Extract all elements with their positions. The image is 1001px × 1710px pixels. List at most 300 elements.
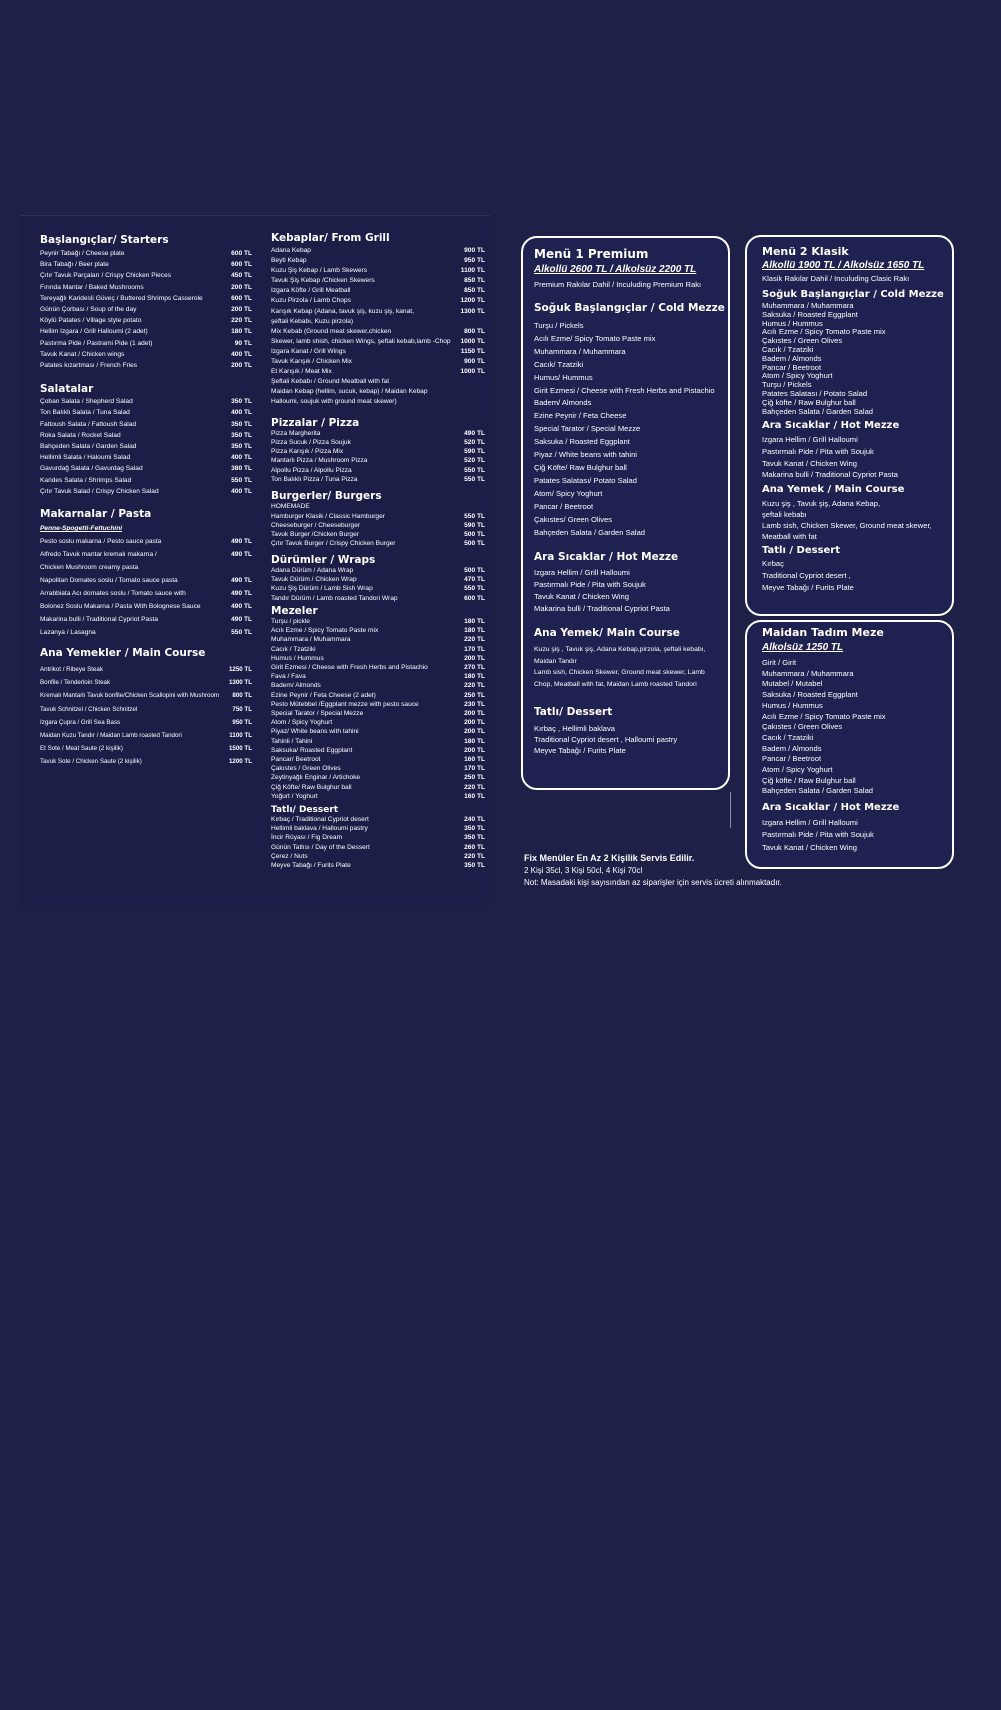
- menu-item: [40, 613, 252, 626]
- item-price: 750 TL: [232, 705, 252, 713]
- section-title-kebab: Kebaplar/ From Grill: [271, 232, 390, 244]
- separator-line: [730, 792, 731, 828]
- item-price: 230 TL: [464, 700, 485, 708]
- item-price: 470 TL: [464, 576, 485, 584]
- list-item: Turşu / Pickels: [534, 321, 584, 330]
- item-price: 550 TL: [464, 466, 485, 474]
- menu-item: [40, 729, 252, 742]
- menu-item: [40, 587, 252, 600]
- menu-item: [40, 407, 252, 418]
- item-name: Hellimli Salata / Haloumi Salad: [40, 454, 131, 462]
- menu1-main-list: [534, 644, 728, 690]
- menu-item: [271, 327, 485, 337]
- item-name: Kremalı Mantarlı Tavuk bonfile/Chicken Scallopini with Mushroom: [40, 692, 220, 700]
- item-price: 590 TL: [464, 521, 485, 529]
- item-price: 490 TL: [231, 538, 252, 546]
- item-price: 350 TL: [231, 431, 252, 439]
- item-name: Makarina bulli / Traditional Cypriot Pasta: [40, 616, 159, 624]
- list-item: Izgara Hellim / Grill Halloumi: [762, 435, 858, 445]
- list-item: Traditional Cypriot desert ,: [762, 570, 851, 580]
- item-name: Karides Salata / Shrimps Salad: [40, 476, 132, 484]
- menu2-hot-list: [762, 434, 952, 480]
- item-name: Tavuk Dürüm / Chicken Wrap: [271, 576, 357, 584]
- item-price: 200 TL: [231, 362, 252, 370]
- menu-item: [40, 396, 252, 407]
- item-name: Alpollu Pizza / Alpollu Pizza: [271, 466, 352, 474]
- list-item: Lamb sish, Chicken Skewer, Ground meat skewer,: [762, 520, 932, 530]
- item-name: Halloumi, soujuk with ground meat skewer): [271, 398, 397, 406]
- item-name: Tandır Dürüm / Lamb roasted Tandori Wrap: [271, 594, 398, 602]
- list-item: Kırbaç , Hellimli baklava: [534, 724, 616, 734]
- item-name: Lazanya / Lasagna: [40, 629, 96, 637]
- list-item: Atom / Spicy Yoghurt: [762, 371, 833, 381]
- menu-item: [40, 755, 252, 768]
- section-title-mezze: Mezeler: [271, 604, 318, 617]
- item-price: 1200 TL: [460, 297, 485, 305]
- item-price: 1150 TL: [460, 347, 485, 355]
- item-name: Atom / Spicy Yoghurt: [271, 719, 333, 727]
- item-name: Tavuk Schnitzel / Chicken Schnitzel: [40, 705, 138, 713]
- item-price: 220 TL: [231, 317, 252, 325]
- menu-item: [271, 852, 485, 861]
- item-name: Meyve Tabağı / Furits Plate: [271, 862, 351, 870]
- menu-item: [271, 286, 485, 296]
- item-price: 220 TL: [464, 852, 485, 860]
- maidan-title: Maidan Tadım Meze: [762, 626, 884, 639]
- item-name: Fattoush Salata / Fattoush Salad: [40, 420, 137, 428]
- item-name: Adana Kebap: [271, 247, 311, 254]
- list-item: Atom/ Spicy Yoghurt: [534, 488, 603, 498]
- item-price: 270 TL: [464, 663, 485, 671]
- item-name: Şeftali Kebabı / Ground Meatball with fat: [271, 378, 390, 386]
- item-name: Napolitan Domates soslu / Tomato sauce pasta: [40, 577, 178, 585]
- section-title-main-course: Ana Yemekler / Main Course: [40, 647, 206, 660]
- menu-item: [271, 466, 485, 475]
- menu-item: [271, 833, 485, 842]
- item-price: 1100 TL: [460, 267, 485, 275]
- item-price: 600 TL: [231, 250, 252, 257]
- list-item: Lamb sish, Chicken Skewer, Ground meat skewer, Lamb: [534, 669, 705, 677]
- item-name: Tavuk Sote / Chicken Saute (2 kişilik): [40, 758, 142, 766]
- menu-item: [271, 266, 485, 276]
- menu-item: [271, 737, 485, 746]
- item-name: Hellim Izgara / Grill Halloumi (2 adet): [40, 328, 148, 336]
- item-name: Maidan Kebap (hellim, sucuk, kebap) / Maidan Kebap: [271, 388, 428, 396]
- item-price: 250 TL: [464, 774, 485, 782]
- item-price: 550 TL: [231, 629, 252, 637]
- list-item: Makarina bulli / Traditional Cypriot Pasta: [762, 470, 898, 480]
- main-course-list: [40, 663, 252, 769]
- menu-item: [40, 338, 252, 349]
- footer-line-1: Fix Menüler En Az 2 Kişilik Servis Edilir.: [524, 853, 695, 863]
- item-price: 380 TL: [231, 465, 252, 473]
- list-item: Meyve Tabağı / Furits Plate: [534, 746, 626, 756]
- item-price: 160 TL: [464, 756, 485, 763]
- item-price: 1000 TL: [460, 337, 485, 345]
- list-item: Tavuk Kanat / Chicken Wing: [534, 592, 629, 602]
- item-price: 350 TL: [464, 862, 485, 870]
- item-name: Arrabbiata Acı domates soslu / Tomato sauce with: [40, 590, 186, 598]
- menu-item: [40, 360, 252, 371]
- item-name: Maidan Kuzu Tandır / Maidan Lamb roasted Tandori: [40, 732, 182, 740]
- item-price: 350 TL: [231, 420, 252, 428]
- menu2-cold-title: Soğuk Başlangıçlar / Cold Mezze: [762, 289, 944, 300]
- item-name: HOMEMADE: [271, 503, 310, 511]
- item-name: Antrikot / Ribeye Steak: [40, 666, 103, 674]
- item-name: şeftali Kebabı, Kuzu pirzola): [271, 317, 354, 325]
- item-price: 520 TL: [464, 438, 485, 446]
- menu2-title: Menü 2 Klasik: [762, 245, 849, 258]
- item-name: Günün Tatlısı / Day of the Dessert: [271, 843, 370, 851]
- menu-item: [40, 270, 252, 281]
- item-price: 490 TL: [231, 616, 252, 624]
- item-price: 200 TL: [464, 719, 485, 727]
- list-item: Muhammara / Muhammara: [534, 346, 626, 356]
- menu-item: [40, 676, 252, 689]
- list-item: Makarina bulli / Traditional Cypriot Pasta: [534, 604, 670, 614]
- item-name: Ton Balıklı Salata / Tuna Salad: [40, 409, 130, 417]
- menu1-hot-title: Ara Sıcaklar / Hot Mezze: [534, 551, 679, 564]
- menu-item: [271, 654, 485, 663]
- item-price: 200 TL: [464, 654, 485, 662]
- pasta-subtitle: Penne-Spogetti-Fettuchini: [40, 525, 123, 533]
- item-name: Et Karışık / Meat Mix: [271, 368, 332, 376]
- item-name: Gavurdağ Salata / Gavurdag Salad: [40, 465, 143, 473]
- list-item: Bahçeden Salata / Garden Salad: [762, 406, 874, 416]
- menu-item: [271, 626, 485, 635]
- menu-item: [271, 256, 485, 266]
- list-item: Pancar / Beetroot: [534, 501, 594, 511]
- list-item: şeftali kebabı: [762, 509, 807, 519]
- fix-menu-note: [524, 853, 782, 887]
- item-price: 400 TL: [231, 350, 252, 358]
- item-name: Kuzu Pirzola / Lamb Chops: [271, 297, 351, 305]
- maidan-price: Alkolsüz 1250 TL: [762, 642, 844, 653]
- menu-item: [271, 755, 485, 764]
- item-name: Ezine Peynir / Feta Cheese (2 adet): [271, 691, 376, 699]
- menu1-cold-list: [534, 320, 728, 539]
- menu-item: [271, 700, 485, 709]
- section-title-starters: Başlangıçlar/ Starters: [40, 234, 169, 246]
- item-name: Çıtır Tavuk Salad / Crispy Chicken Salad: [40, 487, 159, 495]
- kebab-list: [271, 246, 485, 408]
- item-price: 490 TL: [464, 429, 485, 437]
- menu-item: [271, 357, 485, 367]
- item-name: Çıtır Tavuk Parçaları / Crispy Chicken Pieces: [40, 272, 172, 280]
- list-item: Girit / Girit: [762, 658, 797, 667]
- item-name: Pesto soslu makarna / Pesto sauce pasta: [40, 538, 162, 546]
- menu-item: [271, 377, 485, 387]
- item-price: 400 TL: [231, 409, 252, 417]
- list-item: Bahçeden Salata / Garden Salad: [534, 527, 646, 537]
- item-price: 590 TL: [464, 448, 485, 456]
- item-price: 400 TL: [231, 487, 252, 495]
- item-price: 520 TL: [464, 457, 485, 465]
- item-price: 240 TL: [464, 816, 485, 824]
- list-item: Çakıstes/ Green Olives: [534, 514, 613, 524]
- item-price: 1200 TL: [228, 758, 252, 766]
- menu2-note: Klasik Rakılar Dahil / Inculuding Clasic Rakı: [762, 274, 910, 283]
- item-name: Çerez / Nuts: [271, 852, 308, 860]
- item-price: 550 TL: [464, 475, 485, 483]
- list-item: Pancar / Beetroot: [762, 362, 822, 372]
- list-item: Badem/ Almonds: [534, 398, 592, 408]
- item-price: 180 TL: [464, 617, 485, 625]
- section-title-salads: Salatalar: [40, 383, 94, 396]
- list-item: Kuzu şiş , Tavuk şiş, Adana Kebap,: [762, 498, 881, 508]
- item-name: Kuzu Şiş Dürüm / Lamb Sish Wrap: [271, 585, 373, 593]
- menu-item: [40, 304, 252, 315]
- starters-list: [40, 248, 252, 371]
- item-price: 220 TL: [464, 636, 485, 644]
- item-price: 850 TL: [464, 287, 485, 295]
- item-name: Hellimli baklava / Halloumi pastry: [271, 825, 368, 833]
- item-price: 1100 TL: [229, 732, 252, 740]
- menu-item: [271, 681, 485, 690]
- item-name: Zeytinyağlı Enginar / Artichoke: [271, 774, 361, 782]
- section-title-pasta: Makarnalar / Pasta: [40, 508, 152, 521]
- menu-item: [271, 296, 485, 306]
- item-price: 350 TL: [231, 443, 252, 451]
- list-item: Tavuk Kanat / Chicken Wing: [762, 842, 857, 852]
- list-item: Saksuka / Roasted Eggplant: [762, 690, 858, 700]
- list-item: Chop, Meatball with fat, Maidan Lamb roasted Tandori: [534, 680, 697, 688]
- item-price: 350 TL: [231, 398, 252, 406]
- item-name: Ton Balıklı Pizza / Tuna Pizza: [271, 475, 358, 483]
- menu1-note: Premium Rakılar Dahil / Inculuding Premium Rakı: [534, 280, 702, 289]
- menu-item: [271, 397, 485, 407]
- menu-item: [40, 600, 252, 613]
- menu1-hot-list: [534, 567, 728, 615]
- list-item: Bahçeden Salata / Garden Salad: [762, 786, 874, 796]
- menu-item: [271, 387, 485, 397]
- menu-item: [271, 512, 485, 521]
- list-item: Cacık / Tzatziki: [762, 732, 814, 742]
- salads-list: [40, 396, 252, 497]
- item-name: Pastırma Pide / Pastrami Pide (1 adet): [40, 339, 153, 347]
- menu-item: [271, 317, 485, 327]
- item-name: Adana Dürüm / Adana Wrap: [271, 566, 354, 574]
- item-price: 250 TL: [464, 691, 485, 699]
- item-name: Alfredo Tavuk mantar kremalı makarna /: [40, 551, 157, 559]
- list-item: Maidan Tandır: [534, 657, 577, 665]
- menu-item: [271, 792, 485, 801]
- menu-item: [271, 764, 485, 773]
- list-item: Special Tarator / Special Mezze: [534, 424, 641, 434]
- list-item: Muhammara / Muhammara: [762, 301, 854, 310]
- menu2-dessert-title: Tatlı / Dessert: [762, 544, 841, 556]
- menu-item: [40, 419, 252, 430]
- item-price: 90 TL: [234, 339, 252, 347]
- list-item: Izgara Hellim / Grill Halloumi: [762, 818, 858, 828]
- item-price: 500 TL: [464, 566, 485, 574]
- list-item: Patates Salatası / Potato Salad: [762, 388, 868, 398]
- item-price: 180 TL: [464, 737, 485, 745]
- item-name: Humus / Hummus: [271, 654, 324, 662]
- item-name: Chicken Mushroom creamy pasta: [40, 564, 139, 572]
- list-item: Humus/ Hummus: [534, 372, 593, 382]
- item-name: Pizza Sucuk / Pizza Soujuk: [271, 438, 351, 446]
- list-item: Kuzu şiş , Tavuk şiş, Adana Kebap,pirzola, şeftali kebabı,: [534, 646, 706, 654]
- item-name: Çakıstes / Green Olives: [271, 765, 341, 773]
- item-price: 490 TL: [231, 551, 252, 559]
- item-price: 900 TL: [464, 247, 485, 254]
- item-name: Tavuk Kanat / Chicken wings: [40, 350, 125, 358]
- item-price: 600 TL: [231, 294, 252, 302]
- menu-item: [271, 530, 485, 539]
- item-price: 490 TL: [231, 577, 252, 585]
- item-name: Bonfile / Tenderloin Steak: [40, 679, 111, 687]
- mezze-list: [271, 617, 485, 801]
- item-name: Patates kızartması / French Fries: [40, 362, 138, 370]
- item-name: Badem/ Almonds: [271, 682, 321, 690]
- item-name: Izgara Köfte / Grill Meatball: [271, 287, 351, 295]
- list-item: Humus / Hummus: [762, 318, 823, 328]
- list-item: Kırbaç: [762, 558, 784, 568]
- list-item: Pancar / Beetroot: [762, 754, 822, 764]
- item-price: 950 TL: [464, 257, 485, 265]
- menu2-main-title: Ana Yemek / Main Course: [762, 483, 905, 495]
- menu-item: [271, 429, 485, 438]
- menu-item: [40, 315, 252, 326]
- menu-item: [271, 584, 485, 593]
- section-title-pizza: Pizzalar / Pizza: [271, 416, 360, 429]
- menu1-cold-title: Soğuk Başlangıçlar / Cold Mezze: [534, 302, 725, 314]
- item-name: Saksuka/ Roasted Eggplant: [271, 746, 353, 754]
- menu1-dessert-list: [534, 723, 728, 756]
- list-item: Çakıstes / Green Olives: [762, 336, 843, 346]
- section-title-dessert: Tatlı/ Dessert: [271, 805, 339, 816]
- menu-item: [271, 566, 485, 575]
- menu-item: [271, 635, 485, 644]
- list-item: Meyve Tabağı / Furits Plate: [762, 582, 854, 592]
- maidan-box: [745, 620, 954, 869]
- item-price: 200 TL: [464, 709, 485, 717]
- item-name: Günün Çorbası / Soup of the day: [40, 306, 137, 314]
- menu-item: [40, 452, 252, 463]
- menu-item: [271, 773, 485, 782]
- menu-item: [40, 742, 252, 755]
- item-name: Fava / Fava: [271, 673, 306, 681]
- item-price: 1250 TL: [228, 666, 252, 674]
- item-name: Tavuk Şiş Kebap /Chicken Skewers: [271, 277, 375, 285]
- list-item: Meatball with fat: [762, 531, 817, 541]
- list-item: Acılı Ezme / Spicy Tomato Paste mix: [762, 327, 886, 337]
- item-price: 550 TL: [231, 476, 252, 484]
- item-price: 350 TL: [464, 834, 485, 842]
- menu2-main-list: [762, 498, 952, 542]
- menu-item: [40, 703, 252, 716]
- item-name: Izgara Çupra / Grill Sea Bass: [40, 718, 121, 726]
- menu-item: [271, 575, 485, 584]
- item-name: Çoban Salata / Shepherd Salad: [40, 398, 133, 406]
- item-price: 450 TL: [231, 272, 252, 280]
- item-name: Cacık / Tzatziki: [271, 645, 316, 653]
- item-price: 170 TL: [464, 645, 485, 653]
- menu-item: [271, 672, 485, 681]
- item-price: 500 TL: [464, 531, 485, 539]
- list-item: Çakıstes / Green Olives: [762, 722, 843, 732]
- menu-item: [271, 727, 485, 736]
- pasta-list: [40, 535, 252, 639]
- list-item: Çiğ köfte / Raw Bulghur ball: [762, 397, 856, 407]
- item-price: 500 TL: [464, 540, 485, 548]
- list-item: Acılı Ezme / Spicy Tomato Paste mix: [762, 711, 886, 721]
- menu-item: [271, 337, 485, 347]
- menu2-hot-title: Ara Sıcaklar / Hot Mezze: [762, 420, 900, 432]
- maidan-hot-list: [762, 817, 952, 854]
- item-price: 950 TL: [232, 718, 252, 726]
- item-name: Acılı Ezme / Spicy Tomato Paste mix: [271, 627, 379, 635]
- menu-item: [271, 367, 485, 377]
- item-name: Kırbaç / Traditional Cypriot desert: [271, 816, 369, 824]
- item-name: Bahçeden Salata / Garden Salad: [40, 443, 137, 451]
- menu-item: [271, 824, 485, 833]
- item-name: Mantarlı Pizza / Mushroom Pizza: [271, 457, 368, 465]
- menu-item: [271, 475, 485, 484]
- item-price: 200 TL: [464, 728, 485, 736]
- menu-item: [271, 276, 485, 286]
- item-name: Tereyağlı Karidesli Güveç / Buttered Shrimps Casserole: [40, 294, 203, 302]
- item-price: 220 TL: [464, 783, 485, 791]
- menu-item: [40, 535, 252, 548]
- item-price: 800 TL: [232, 692, 252, 700]
- menu-item: [271, 663, 485, 672]
- menu-item: [40, 626, 252, 639]
- menu-item: [271, 447, 485, 456]
- burger-list: [271, 502, 485, 548]
- item-price: 220 TL: [464, 682, 485, 690]
- list-item: Pastırmalı Pide / Pita with Soujuk: [762, 830, 874, 840]
- item-name: Fırında Mantar / Baked Mushrooms: [40, 283, 144, 291]
- list-item: Ezine Peynir / Feta Cheese: [534, 411, 627, 421]
- menu-item: [271, 502, 485, 511]
- list-item: Mutabel / Mutabel: [762, 679, 823, 689]
- menu-item: [40, 663, 252, 676]
- item-name: Hamburger Klasik / Classic Hamburger: [271, 512, 385, 520]
- list-item: Atom / Spicy Yoghurt: [762, 765, 833, 775]
- list-item: Traditional Cypriot desert , Halloumi pastry: [534, 735, 678, 745]
- dessert-list: [271, 815, 485, 870]
- list-item: Girit Ezmesi / Cheese with Fresh Herbs and Pistachio: [534, 385, 715, 395]
- item-name: İncir Rüyası / Fig Dream: [271, 834, 343, 842]
- item-price: 200 TL: [231, 283, 252, 291]
- menu-item: [271, 746, 485, 755]
- menu-item: [271, 783, 485, 792]
- section-title-burger: Burgerler/ Burgers: [271, 490, 382, 503]
- item-price: 260 TL: [464, 843, 485, 851]
- menu1-dessert-title: Tatlı/ Dessert: [534, 706, 613, 719]
- menu-item: [40, 561, 252, 574]
- item-name: Piyaz/ White beans with tahini: [271, 728, 359, 736]
- menu-item: [40, 463, 252, 474]
- item-name: Bolonez Soslu Makarna / Pasta With Bolognese Sauce: [40, 603, 201, 611]
- item-price: 350 TL: [464, 825, 485, 833]
- item-name: Bira Tabağı / Beer plate: [40, 261, 109, 269]
- list-item: Muhammara / Muhammara: [762, 668, 854, 678]
- list-item: Acılı Ezme/ Spicy Tomato Paste mix: [534, 333, 656, 343]
- item-name: Girit Ezmesi / Cheese with Fresh Herbs and Pistachio: [271, 663, 428, 671]
- item-price: 160 TL: [464, 792, 485, 800]
- menu-item: [271, 307, 485, 317]
- left-column: [40, 234, 252, 769]
- item-name: Tavuk Burger /Chicken Burger: [271, 531, 359, 539]
- item-price: 1300 TL: [460, 307, 485, 315]
- item-price: 490 TL: [231, 603, 252, 611]
- item-price: 1500 TL: [228, 745, 252, 753]
- menu-item: [40, 282, 252, 293]
- list-item: Pastırmalı Pide / Pita with Soujuk: [762, 446, 874, 456]
